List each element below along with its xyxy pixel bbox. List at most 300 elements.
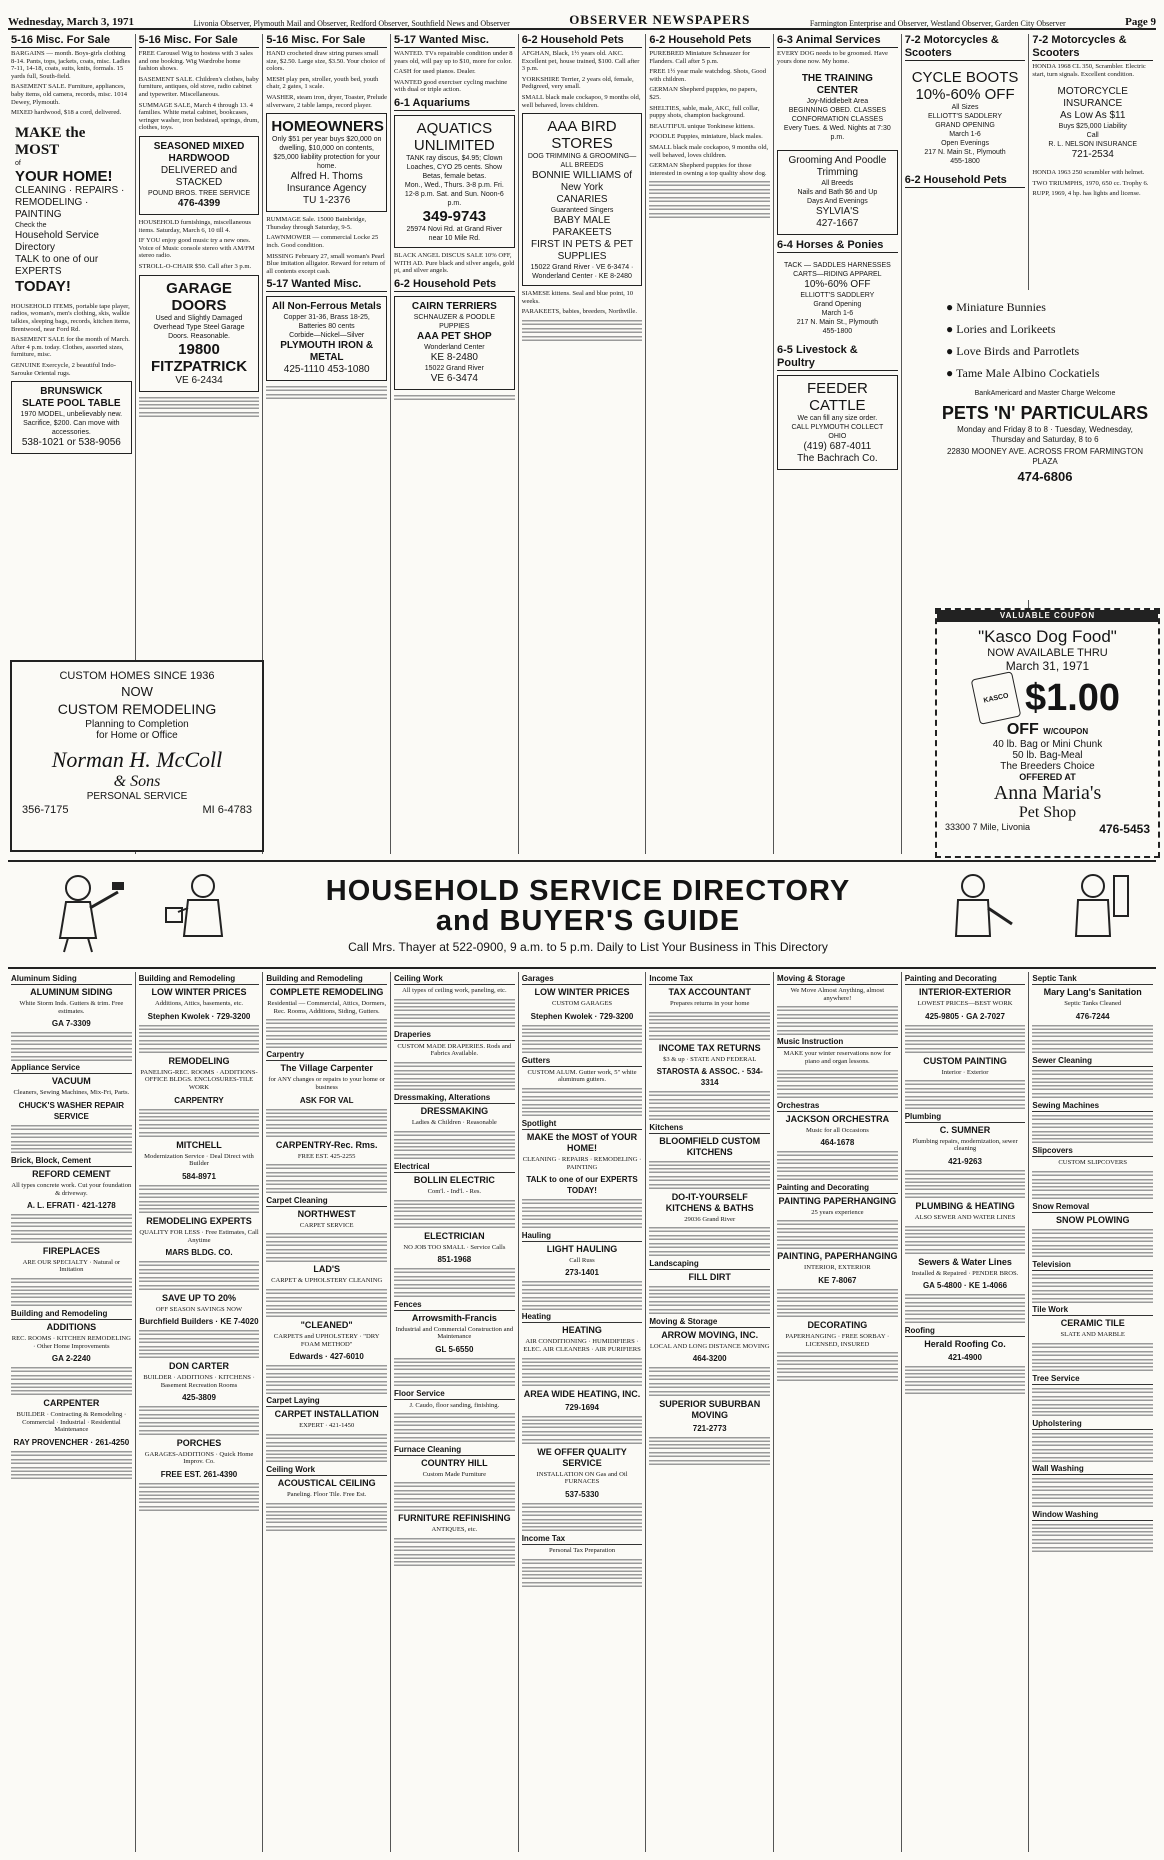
directory-listing-headline: C. SUMNER: [939, 1124, 991, 1135]
paper-list-2: Farmington Enterprise and Observer, Westland Observer, Garden City Observer: [809, 19, 1066, 28]
directory-listing-contact: 273-1401: [565, 1268, 599, 1278]
directory-listing-contact: A. L. EFRATI · 421-1278: [26, 1201, 116, 1211]
directory-text-line: [1032, 1185, 1153, 1192]
directory-listing-headline: CARPET INSTALLATION: [274, 1409, 379, 1420]
coupon-line: OFFERED AT: [1019, 772, 1076, 782]
directory-text-line: [1032, 1297, 1153, 1304]
directory-text-line: [522, 1039, 643, 1046]
directory-text-line: [139, 1276, 260, 1283]
make-the-most-box: [11, 121, 132, 299]
box-line: TALK to one of our EXPERTS: [15, 253, 99, 277]
directory-text-line: [139, 1329, 260, 1336]
directory-section-heading: Painting and Decorating: [777, 1183, 898, 1194]
directory-text-line: [777, 1013, 898, 1020]
directory-text-line: [11, 1382, 132, 1389]
newspaper-title: OBSERVER NEWSPAPERS: [569, 12, 751, 27]
directory-listing-headline: CERAMIC TILE: [1060, 1318, 1125, 1329]
directory-text-line: [139, 1260, 260, 1267]
directory-listing-headline: AREA WIDE HEATING, INC.: [523, 1388, 641, 1399]
coupon-line: 50 lb. Bag-Meal: [1012, 750, 1083, 761]
directory-text-line: [266, 1240, 387, 1247]
directory-text-line: [394, 1077, 515, 1084]
classified-text: [394, 394, 515, 401]
directory-listing-headline: FIREPLACES: [42, 1245, 100, 1256]
directory-section-heading: Hauling: [522, 1231, 643, 1242]
directory-listing-contact: Stephen Kwolek · 729-3200: [530, 1011, 634, 1021]
pet-list: [936, 290, 1154, 390]
directory-text-line: [522, 1206, 643, 1213]
directory-listing-text: EXPERT · 421-1450: [299, 1422, 355, 1430]
directory-listing-headline: TAX ACCOUNTANT: [668, 987, 751, 997]
directory-section-heading: Roofing: [905, 1326, 1026, 1337]
directory-text-line: [266, 1502, 387, 1509]
directory-text-line: [522, 1304, 643, 1311]
directory-column: [263, 972, 391, 1852]
directory-listing-text: CARPET SERVICE: [299, 1221, 354, 1229]
classified-ad: SIAMESE kittens. Seal and blue point, 10 weeks.: [521, 290, 634, 305]
directory-text-line: [522, 1047, 643, 1054]
directory-text-line: [649, 1183, 770, 1190]
box-line: 538-1021 or 538-9056: [21, 437, 121, 449]
banner-title-1: HOUSEHOLD SERVICE DIRECTORY: [325, 875, 851, 907]
directory-text-line: [394, 1489, 515, 1496]
directory-listing-text: CUSTOM MADE DRAPERIES. Rods and Fabrics Available.: [397, 1042, 512, 1058]
ad-name-2: & Sons: [113, 773, 161, 790]
directory-text-line: [1032, 1137, 1153, 1144]
directory-section-heading: Window Washing: [1032, 1510, 1153, 1521]
classified-ad: BASEMENT SALE. Furniture, appliances, baby items, old camera, records, misc. 1014 Dewey, Plymouth.: [11, 83, 128, 106]
directory-text-line: [139, 1352, 260, 1359]
column-heading: 6-2 Household Pets: [905, 174, 1026, 188]
directory-text-line: [777, 1304, 898, 1311]
directory-text-line: [11, 1237, 132, 1244]
directory-text-line: [777, 1288, 898, 1295]
directory-listing-headline: LOW WINTER PRICES: [151, 987, 247, 997]
directory-text-line: [139, 1284, 260, 1291]
directory-text-line: [139, 1047, 260, 1054]
classified-text: [139, 411, 260, 418]
box-line: (419) 687-4011: [803, 441, 872, 453]
classified-ad: IF YOU enjoy good music try a new ones. Voice of Music console stereo with AM/FM stereo radio.: [138, 237, 255, 260]
directory-text-line: [1032, 1289, 1153, 1296]
directory-text-line: [266, 1256, 387, 1263]
directory-text-line: [522, 1024, 643, 1031]
directory-text-line: [522, 1095, 643, 1102]
directory-text-line: [11, 1140, 132, 1147]
box-line: ELLIOTT'S SADDLERY: [800, 292, 875, 300]
box-line: 427-1667: [816, 218, 859, 230]
classified-ad: BASEMENT SALE for the month of March. After 4 p.m. today. Clothes, assorted sizes, furniture, misc.: [11, 336, 130, 359]
directory-text-line: [139, 1421, 260, 1428]
box-line: Buys $25,000 Liability: [1058, 123, 1127, 131]
page-number: Page 9: [1125, 16, 1156, 28]
directory-listing-contact: 425-3809: [182, 1393, 216, 1403]
column-heading: 5-16 Misc. For Sale: [139, 34, 260, 48]
directory-section-heading: Garages: [522, 974, 643, 985]
paper-list: Livonia Observer, Plymouth Mail and Observer, Redford Observer, Southfield News and Observer: [193, 19, 510, 28]
directory-text-line: [11, 1450, 132, 1457]
directory-text-line: [139, 1031, 260, 1038]
directory-text-line: [777, 1029, 898, 1036]
box-line: AAA PET SHOP: [417, 330, 492, 342]
box-line: 10%-60% OFF: [804, 279, 871, 291]
directory-text-line: [649, 1234, 770, 1241]
column-heading: 6-5 Livestock & Poultry: [777, 344, 898, 371]
directory-text-line: [1032, 1432, 1153, 1439]
box-line: TODAY!: [15, 277, 71, 295]
box-line: FIRST IN PETS & PET SUPPLIES: [530, 239, 634, 263]
directory-listing-headline: SAVE UP TO 20%: [161, 1292, 237, 1303]
directory-listing-contact: 421-4900: [948, 1352, 982, 1362]
plumber-cartoon-icon: [928, 868, 1018, 954]
directory-listing-headline: PORCHES: [176, 1437, 222, 1448]
box-line: CALL PLYMOUTH COLLECT OHIO: [791, 424, 884, 441]
column-heading: 5-17 Wanted Misc.: [394, 34, 515, 48]
directory-text-line: [522, 1510, 643, 1517]
directory-text-line: [522, 1031, 643, 1038]
directory-text-line: [11, 1229, 132, 1236]
directory-text-line: [139, 1115, 260, 1122]
box-line: Only $51 per year buys $20,000 on dwelling, $10,000 on contents, $25,000 liability protection for your home.: [272, 136, 382, 171]
directory-text-line: [1032, 1170, 1153, 1177]
directory-listing-headline: The Village Carpenter: [280, 1063, 373, 1074]
directory-section-heading: Sewing Machines: [1032, 1101, 1153, 1112]
garage-doors-box: [139, 275, 260, 392]
box-line: 25974 Novi Rd. at Grand River near 10 Mile Rd.: [406, 225, 503, 242]
directory-listing-text: Installed & Repaired · PENDER BROS.: [911, 1269, 1019, 1277]
ad-phone: MI 6-4783: [202, 804, 252, 816]
coupon-line: The Breeders Choice: [1000, 761, 1095, 772]
box-line: SYLVIA'S: [815, 206, 859, 218]
directory-text-line: [139, 1505, 260, 1512]
directory-text-line: [394, 1153, 515, 1160]
directory-listing-headline: DO-IT-YOURSELF KITCHENS & BATHS: [665, 1191, 754, 1213]
box-line: SEASONED MIXED: [153, 140, 245, 152]
cards-accepted: BankAmericard and Master Charge Welcome: [974, 390, 1116, 397]
directory-text-line: [522, 1422, 643, 1429]
directory-listing-text: CARPET & UPHOLSTERY CLEANING: [271, 1277, 383, 1285]
directory-text-line: [266, 1433, 387, 1440]
directory-text-line: [394, 1380, 515, 1387]
directory-listing-contact: 851-1968: [437, 1255, 472, 1265]
box-line: Mon., Wed., Thurs. 3-8 p.m. Fri. 12-8 p.m. Sat. and Sun. Noon-6 p.m.: [404, 181, 504, 207]
box-line: VE 6-2434: [175, 374, 223, 386]
coupon-line: 40 lb. Bag or Mini Chunk: [992, 739, 1103, 750]
directory-section-heading: Music Instruction: [777, 1037, 898, 1048]
directory-text-line: [777, 1174, 898, 1181]
classified-ad: STROLL-O-CHAIR $50. Call after 3 p.m.: [138, 262, 252, 270]
directory-listing-contact: 476-7244: [1075, 1011, 1110, 1021]
pet-item-label: Lories and Lorikeets: [956, 322, 1056, 336]
directory-text-line: [266, 1364, 387, 1371]
classified-ad: AFGHAN, Black, 1½ years old. AKC. Excellent pet, house trained, $100. Call after 3 p.m.: [521, 50, 640, 73]
directory-text-line: [1032, 1523, 1153, 1530]
directory-text-line: [139, 1200, 260, 1207]
directory-text-line: [139, 1337, 260, 1344]
coupon-phone: 476-5453: [1099, 822, 1150, 836]
directory-listing-headline: COMPLETE REMODELING: [269, 987, 384, 997]
directory-text-line: [905, 1240, 1026, 1247]
directory-text-line: [266, 1034, 387, 1041]
directory-text-line: [266, 1123, 387, 1130]
directory-column: [902, 972, 1030, 1852]
classified-text: [522, 319, 643, 326]
directory-text-line: [394, 1412, 515, 1419]
box-line: UNLIMITED: [413, 136, 495, 154]
directory-listing-headline: INCOME TAX RETURNS: [658, 1042, 761, 1053]
directory-text-line: [394, 1138, 515, 1145]
directory-text-line: [139, 1490, 260, 1497]
directory-listing-headline: LIGHT HAULING: [546, 1243, 618, 1254]
training-center-box: [777, 69, 898, 146]
painter-cartoon-icon: [158, 868, 248, 954]
directory-section-heading: Orchestras: [777, 1101, 898, 1112]
directory-text-line: [11, 1124, 132, 1131]
directory-section-heading: Fences: [394, 1300, 515, 1311]
directory-text-line: [1032, 1538, 1153, 1545]
directory-text-line: [649, 1292, 770, 1299]
directory-text-line: [777, 1227, 898, 1234]
classified-ad: SMALL black male cockapoo, 9 months old, well behaved, loves children.: [649, 143, 769, 159]
directory-listing-contact: 729-1694: [565, 1402, 599, 1412]
directory-listing-text: ALSO SEWER AND WATER LINES: [914, 1213, 1016, 1221]
box-line: POUND BROS. TREE SERVICE: [147, 189, 251, 197]
column-5: [519, 34, 647, 854]
directory-text-line: [11, 1047, 132, 1054]
directory-text-line: [522, 1288, 643, 1295]
directory-text-line: [522, 1558, 643, 1565]
box-line: AAA BIRD STORES: [547, 118, 617, 153]
directory-text-line: [777, 1021, 898, 1028]
classified-ad: RUMMAGE Sale. 15000 Bainbridge, Thursday through Saturday, 9-5.: [266, 216, 367, 231]
directory-text-line: [649, 1106, 770, 1113]
directory-listing-headline: NORTHWEST: [297, 1208, 356, 1219]
classified-ad: HOUSEHOLD furnishings, miscellaneous items. Saturday, March 6, 10 till 4.: [138, 218, 251, 234]
box-line: MOTORCYCLE INSURANCE: [1057, 86, 1128, 110]
box-line: Check the: [15, 221, 47, 229]
directory-text-line: [1032, 1092, 1153, 1099]
coupon-shop-2: Pet Shop: [1018, 804, 1077, 821]
directory-text-line: [649, 1167, 770, 1174]
directory-listing-contact: GA 2-2240: [51, 1354, 91, 1364]
directory-text-line: [266, 1171, 387, 1178]
directory-listing-text: AIR CONDITIONING · HUMIDIFIERS · ELEC. AIR CLEANERS · AIR PURIFIERS: [523, 1338, 641, 1353]
coupon-price: $1.00: [1024, 677, 1121, 719]
directory-text-line: [649, 1300, 770, 1307]
directory-listing-text: J. Caudo, floor sanding, finishing.: [409, 1401, 500, 1409]
box-line: Alfred H. Thoms Insurance Agency: [286, 171, 367, 195]
directory-text-line: [777, 1166, 898, 1173]
box-line: Days And Evenings: [807, 198, 868, 206]
box-line: of: [15, 159, 21, 167]
directory-text-line: [777, 1351, 898, 1358]
directory-section-heading: Plumbing: [905, 1112, 1026, 1123]
directory-listing-contact: CARPENTRY: [174, 1095, 224, 1105]
directory-text-line: [11, 1213, 132, 1220]
ad-phone: 356-7175: [22, 804, 69, 816]
directory-listing-headline: BLOOMFIELD CUSTOM KITCHENS: [659, 1135, 761, 1157]
classified-text: [649, 180, 770, 187]
cycle-boots-box: [905, 65, 1026, 170]
directory-listing-text: Industrial and Commercial Construction and Maintenance: [395, 1325, 514, 1341]
directory-text-line: [266, 1456, 387, 1463]
household-directory-banner: [8, 860, 1156, 969]
directory-text-line: [1032, 1342, 1153, 1349]
coupon-date: March 31, 1971: [1005, 659, 1090, 673]
directory-listing-contact: CHUCK'S WASHER REPAIR SERVICE: [18, 1100, 124, 1121]
directory-listing-text: LOCAL AND LONG DISTANCE MOVING: [649, 1342, 770, 1350]
directory-listing-headline: REMODELING EXPERTS: [146, 1216, 252, 1227]
classified-ad: WANTED good exerciser cycling machine with dual or triple action.: [394, 78, 508, 94]
shop-name: PETS 'N' PARTICULARS: [941, 403, 1149, 423]
directory-text-line: [394, 1013, 515, 1020]
directory-listing-text: Ladies & Children · Reasonable: [411, 1119, 497, 1127]
directory-text-line: [1032, 1047, 1153, 1054]
directory-listing-contact: 721-2773: [692, 1423, 727, 1433]
directory-text-line: [266, 1042, 387, 1049]
directory-text-line: [139, 1345, 260, 1352]
directory-text-line: [522, 1103, 643, 1110]
directory-text-line: [266, 1131, 387, 1138]
directory-text-line: [1032, 1031, 1153, 1038]
directory-listing-contact: RAY PROVENCHER · 261-4250: [13, 1438, 130, 1448]
box-line: 721-2534: [1071, 149, 1114, 161]
directory-text-line: [905, 1225, 1026, 1232]
box-line: Joy-Middlebelt Area: [806, 98, 869, 106]
directory-text-line: [905, 1309, 1026, 1316]
directory-listing-headline: LOW WINTER PRICES: [534, 987, 630, 997]
directory-section-heading: Upholstering: [1032, 1419, 1153, 1430]
directory-text-line: [266, 1248, 387, 1255]
classified-ad: BARGAINS — month. Boys-girls clothing 8-14. Pants, tops, jackets, coats, misc. Ladies 7-11, 14-18, coats, suits, knits, formals. 15 yards full, South-field.: [11, 50, 131, 80]
directory-text-line: [139, 1405, 260, 1412]
kasco-coupon: [935, 608, 1160, 858]
column-3: [263, 34, 391, 854]
directory-text-line: [394, 1497, 515, 1504]
directory-text-line: [394, 1545, 515, 1552]
directory-text-line: [1032, 1440, 1153, 1447]
directory-text-line: [11, 1055, 132, 1062]
directory-listing-contact: 421-9263: [948, 1156, 982, 1166]
box-line: DOG TRIMMING & GROOMING—ALL BREEDS: [527, 153, 637, 170]
directory-text-line: [1032, 1395, 1153, 1402]
directory-text-line: [394, 1537, 515, 1544]
coupon-head: VALUABLE COUPON: [937, 610, 1158, 622]
classified-ad: BASEMENT SALE. Children's clothes, baby furniture, antiques, old stove, radio cabinet and typewriter. Miscellaneous.: [138, 75, 259, 98]
classified-ad: FREE 1½ year male watchdog. Shots, Good with children.: [649, 68, 767, 83]
directory-text-line: [649, 1366, 770, 1373]
directory-text-line: [266, 1311, 387, 1318]
directory-listing-text: CUSTOM GARAGES: [551, 1000, 613, 1007]
directory-text-line: [649, 1436, 770, 1443]
classified-text: [649, 212, 770, 219]
box-line: 455-1800: [950, 158, 980, 165]
directory-text-line: [1032, 1251, 1153, 1258]
column-heading: 7-2 Motorcycles & Scooters: [905, 34, 1026, 61]
classified-ad: BLACK ANGEL DISCUS SALE 10% OFF, WITH AD. Pure black and silver angels, gold pt, and silver angels.: [394, 251, 515, 275]
directory-section-heading: Ceiling Work: [266, 1465, 387, 1476]
directory-text-line: [266, 1517, 387, 1524]
directory-listing-contact: STAROSTA & ASSOC. · 534-3314: [656, 1067, 763, 1088]
directory-listing-headline: PAINTING, PAPERHANGING: [777, 1251, 898, 1262]
directory-text-line: [905, 1024, 1026, 1031]
directory-listing-text: OFF SEASON SAVINGS NOW: [155, 1305, 243, 1313]
box-line: 15022 Grand River: [424, 364, 484, 372]
directory-text-line: [522, 1430, 643, 1437]
box-line: Copper 31-36, Brass 18-25, Batteries 80 cents: [283, 314, 370, 331]
directory-listing-text: CUSTOM SLIPCOVERS: [1058, 1159, 1127, 1167]
directory-listing-text: PAPERHANGING · FREE SORBAY · LICENSED, INSURED: [785, 1333, 890, 1348]
box-line: BEGINNING OBED. CLASSES: [788, 107, 886, 115]
directory-listing-headline: FURNITURE REFINISHING: [398, 1513, 511, 1524]
shop-address: 22830 MOONEY AVE. ACROSS FROM FARMINGTON PLAZA: [946, 447, 1144, 466]
box-line: Wonderland Center: [424, 343, 485, 351]
directory-listing-text: Cleaners, Sewing Machines, Mix-Fri, Parts.: [13, 1089, 130, 1097]
box-line: THE TRAINING CENTER: [801, 73, 873, 97]
cairn-terriers-box: [394, 296, 515, 390]
directory-text-line: [905, 1047, 1026, 1054]
directory-text-line: [522, 1438, 643, 1445]
grooming-box: [777, 150, 898, 235]
directory-listing-headline: Sewers & Water Lines: [918, 1256, 1012, 1267]
directory-section-heading: Electrical: [394, 1162, 515, 1173]
directory-section-heading: Tile Work: [1032, 1305, 1153, 1316]
box-line: CLEANING · REPAIRS · REMODELING · PAINTING: [15, 184, 125, 220]
directory-text-line: [139, 1184, 260, 1191]
box-line: Nails and Bath $6 and Up: [797, 189, 878, 197]
directory-text-line: [394, 1364, 515, 1371]
directory-listing-contact: GA 7-3309: [51, 1019, 91, 1029]
pets-n-particulars-ad: [936, 290, 1154, 600]
directory-text-line: [394, 1021, 515, 1028]
directory-listing-text: FREE EST. 425-2255: [297, 1152, 356, 1160]
directory-listing-headline: ELECTRICIAN: [424, 1230, 485, 1241]
directory-text-line: [777, 1219, 898, 1226]
classified-ad: GERMAN Shepherd puppies, no papers, $25.: [649, 86, 758, 101]
directory-text-line: [777, 1158, 898, 1165]
directory-text-line: [905, 1087, 1026, 1094]
classified-ad: MISSING February 27, small woman's Pearl Blue imitation alligator. Reward for return of all contents except cash.: [266, 252, 386, 275]
classified-ad: MESH play pen, stroller, youth bed, youth chair, 2 gates, 1 scale.: [266, 75, 379, 91]
directory-listing-text: Call Russ: [569, 1256, 595, 1264]
directory-listing-text: INSTALLATION ON Gas and Oil FURNACES: [536, 1470, 628, 1486]
directory-text-line: [394, 1372, 515, 1379]
directory-text-line: [11, 1458, 132, 1465]
box-line: 19800 FITZPATRICK: [150, 340, 248, 375]
directory-listing-text: CARPETS and UPHOLSTERY · "DRY FOAM METHOD": [273, 1333, 380, 1348]
box-line: Used and Slightly Damaged Overhead Type Steel Garage Doors. Reasonable.: [153, 314, 245, 340]
directory-section-heading: Floor Service: [394, 1389, 515, 1400]
directory-text-line: [394, 1199, 515, 1206]
directory-text-line: [266, 1304, 387, 1311]
directory-text-line: [649, 1308, 770, 1315]
directory-text-line: [905, 1177, 1026, 1184]
classified-ad: PARAKEETS, babies, breeders, Northville.: [521, 308, 638, 316]
classified-ad: HAND crocheted draw string purses small size, $2.50. Large size, $3.50. Your choice of colors.: [266, 50, 386, 73]
directory-text-line: [139, 1207, 260, 1214]
directory-section-heading: Carpentry: [266, 1050, 387, 1061]
directory-section-heading: Moving & Storage: [649, 1317, 770, 1328]
box-line: BRUNSWICK: [40, 386, 103, 398]
directory-text-line: [1032, 1024, 1153, 1031]
directory-text-line: [139, 1482, 260, 1489]
directory-listing-text: ANTIQUES, etc.: [431, 1526, 478, 1534]
directory-text-line: [905, 1380, 1026, 1387]
directory-listing-text: NO JOB TOO SMALL · Service Calls: [403, 1243, 506, 1251]
directory-text-line: [649, 1090, 770, 1097]
column-heading: 5-16 Misc. For Sale: [266, 34, 387, 48]
classified-ad: GENUINE Exercycle, 2 beautiful Indo-Sarouke Oriental rugs.: [11, 361, 116, 377]
